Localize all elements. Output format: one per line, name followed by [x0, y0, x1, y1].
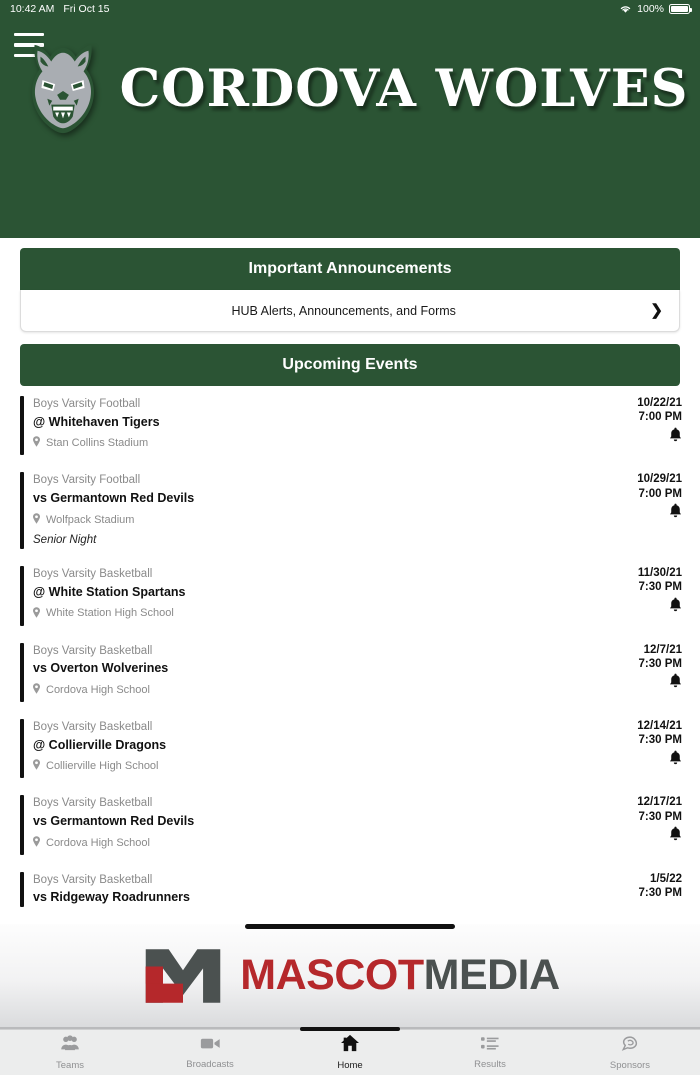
notification-bell-icon[interactable]: [669, 505, 682, 522]
notification-bell-icon[interactable]: [669, 429, 682, 446]
event-sport: Boys Varsity Basketball: [33, 720, 153, 733]
event-location: [33, 431, 604, 455]
battery-icon: [669, 4, 690, 14]
event-time: 7:30 PM: [638, 657, 682, 670]
event-sport: Boys Varsity Football: [33, 474, 141, 487]
event-opponent: @ Collierville Dragons: [33, 737, 167, 752]
event-row[interactable]: [0, 719, 700, 778]
event-location-label: Wolfpack Stadium: [46, 513, 135, 526]
event-schedule: [604, 719, 682, 778]
tab-sponsors[interactable]: [560, 1030, 700, 1075]
event-time: 7:30 PM: [638, 887, 682, 900]
tab-label: Sponsors: [609, 1059, 651, 1071]
event-location-label: White Station High School: [46, 607, 174, 620]
announcements-title: Important Announcements: [20, 248, 680, 290]
mascot-media-word-primary: MASCOT: [240, 951, 424, 1000]
event-time: 7:00 PM: [638, 487, 682, 500]
event-schedule: [604, 872, 682, 907]
hub-alerts-row[interactable]: [21, 290, 679, 331]
event-schedule: [604, 643, 682, 702]
notification-bell-icon[interactable]: [669, 599, 682, 616]
event-row[interactable]: [0, 472, 700, 549]
home-indicator: [245, 924, 455, 929]
event-opponent: @ White Station Spartans: [33, 584, 186, 599]
events-list: [0, 386, 700, 907]
event-date: 12/14/21: [637, 719, 682, 732]
event-row[interactable]: [0, 396, 700, 455]
tab-home[interactable]: [280, 1030, 420, 1075]
event-opponent: @ Whitehaven Tigers: [33, 414, 160, 429]
bottom-tab-bar: [0, 1029, 700, 1075]
chevron-right-icon: ❯: [650, 302, 663, 319]
event-location: [33, 678, 604, 702]
event-schedule: [604, 472, 682, 549]
wifi-icon: [619, 4, 632, 14]
tab-label: Results: [474, 1058, 506, 1070]
handshake-icon: [620, 1035, 640, 1057]
app-header: [0, 18, 700, 238]
announcements-section: [0, 248, 700, 332]
event-date: 12/7/21: [643, 643, 682, 656]
event-schedule: [604, 566, 682, 625]
event-location: [33, 508, 604, 532]
event-details: [33, 396, 604, 455]
event-schedule: [604, 396, 682, 455]
event-accent-bar: [20, 872, 24, 907]
location-pin-icon: [33, 602, 40, 626]
event-row[interactable]: [0, 872, 700, 907]
location-pin-icon: [33, 508, 40, 532]
tab-broadcasts[interactable]: [140, 1030, 280, 1075]
event-location: [33, 602, 604, 626]
page-title: CORDOVA WOLVES: [119, 58, 689, 119]
mascot-media-logo-icon: [140, 945, 226, 1007]
event-location-label: Cordova High School: [46, 683, 150, 696]
event-date: 11/30/21: [637, 567, 682, 580]
event-date: 12/17/21: [637, 796, 682, 809]
event-date: 10/22/21: [637, 397, 682, 409]
tab-label: Broadcasts: [186, 1058, 234, 1070]
tab-teams[interactable]: [0, 1030, 140, 1075]
status-time: 10:42 AM: [10, 3, 55, 15]
wolf-mascot-icon: [12, 40, 114, 138]
event-time: 7:30 PM: [638, 810, 682, 823]
list-icon: [481, 1036, 499, 1056]
sponsor-banner[interactable]: [0, 924, 700, 1029]
tab-results[interactable]: [420, 1030, 560, 1075]
status-bar-right: [619, 3, 690, 15]
event-location-label: Stan Collins Stadium: [46, 437, 149, 450]
notification-bell-icon[interactable]: [669, 675, 682, 692]
main-content: [0, 238, 700, 924]
event-location-label: Cordova High School: [46, 836, 150, 849]
battery-percent: 100%: [637, 3, 664, 15]
event-details: [33, 719, 604, 778]
event-opponent: vs Ridgeway Roadrunners: [33, 890, 190, 905]
tab-label: Home: [337, 1060, 363, 1072]
event-date: 1/5/22: [650, 872, 682, 885]
event-row[interactable]: [0, 643, 700, 702]
event-accent-bar: [20, 795, 24, 854]
location-pin-icon: [33, 831, 40, 855]
event-details: [33, 872, 604, 907]
teams-icon: [60, 1035, 80, 1057]
announcements-card: [20, 290, 680, 332]
event-accent-bar: [20, 566, 24, 625]
event-time: 7:30 PM: [638, 734, 682, 747]
event-accent-bar: [20, 643, 24, 702]
upcoming-events-section: [0, 332, 700, 386]
event-sport: Boys Varsity Football: [33, 398, 141, 410]
brand-block: [0, 40, 700, 138]
event-note: Senior Night: [33, 533, 97, 546]
event-row[interactable]: [0, 795, 700, 854]
mascot-media-wordmark: [240, 951, 560, 1000]
event-details: [33, 472, 604, 549]
event-details: [33, 566, 604, 625]
event-sport: Boys Varsity Basketball: [33, 568, 153, 581]
tab-label: Teams: [56, 1059, 84, 1071]
notification-bell-icon[interactable]: [669, 752, 682, 769]
status-date: Fri Oct 15: [63, 3, 110, 15]
event-details: [33, 795, 604, 854]
event-accent-bar: [20, 396, 24, 455]
event-details: [33, 643, 604, 702]
event-sport: Boys Varsity Basketball: [33, 873, 153, 886]
video-camera-icon: [200, 1036, 221, 1056]
event-time: 7:00 PM: [638, 411, 682, 424]
hub-alerts-label: HUB Alerts, Announcements, and Forms: [231, 303, 456, 318]
event-row[interactable]: [0, 566, 700, 625]
location-pin-icon: [33, 678, 40, 702]
event-accent-bar: [20, 719, 24, 778]
event-sport: Boys Varsity Basketball: [33, 644, 153, 657]
event-sport: Boys Varsity Basketball: [33, 797, 153, 810]
event-location-label: Collierville High School: [46, 760, 159, 773]
status-bar: [0, 0, 700, 18]
event-time: 7:30 PM: [638, 581, 682, 594]
event-opponent: vs Overton Wolverines: [33, 661, 169, 676]
event-opponent: vs Germantown Red Devils: [33, 814, 195, 829]
event-date: 10/29/21: [637, 473, 682, 486]
event-location: [33, 831, 604, 855]
notification-bell-icon[interactable]: [669, 828, 682, 845]
event-accent-bar: [20, 472, 24, 549]
event-opponent: vs Germantown Red Devils: [33, 491, 195, 506]
status-bar-left: [10, 3, 109, 15]
event-schedule: [604, 795, 682, 854]
event-location: [33, 754, 604, 778]
location-pin-icon: [33, 754, 40, 778]
location-pin-icon: [33, 431, 40, 455]
mascot-media-word-secondary: MEDIA: [423, 951, 560, 1000]
home-icon: [340, 1034, 360, 1057]
upcoming-events-title: Upcoming Events: [20, 344, 680, 386]
